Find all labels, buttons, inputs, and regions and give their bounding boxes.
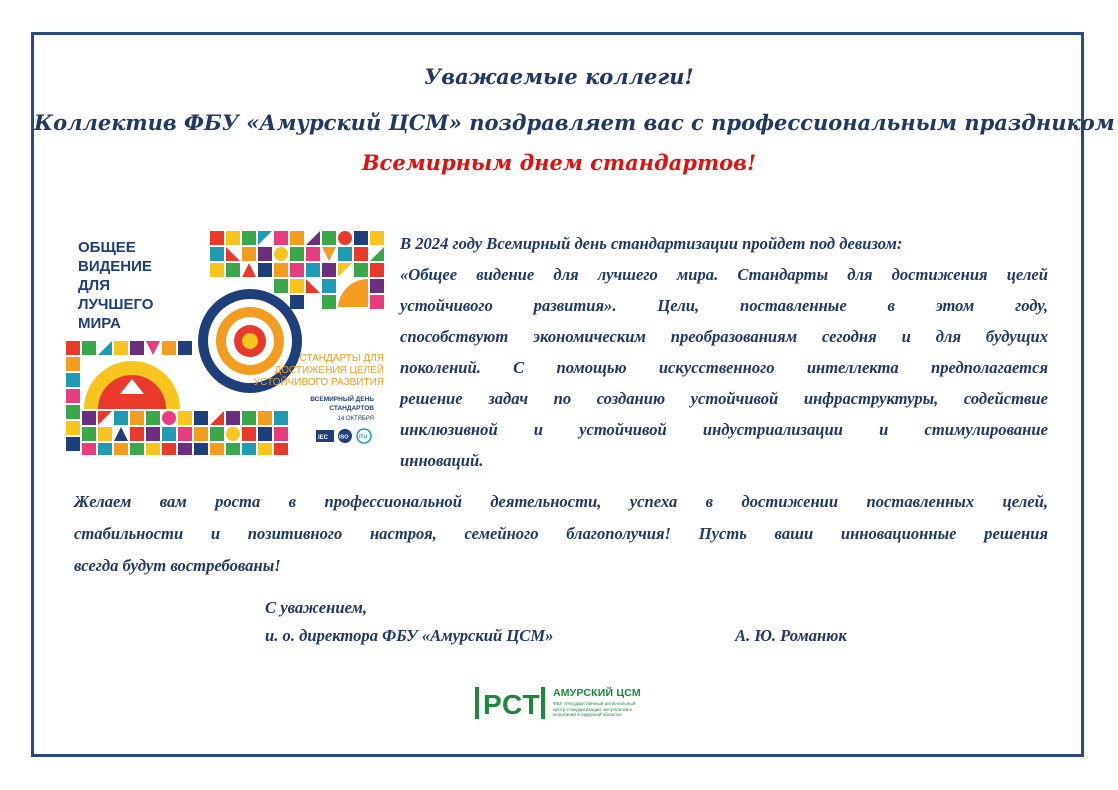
org-description: ФБУ «Государственный региональный центр стандартизации, метрологии и испытаний в Амурской области» [553,701,636,718]
body-line: устойчивого развития». Цели, поставленные в этом году, [400,296,1048,315]
body-line: «Общее видение для лучшего мира. Стандарты для достижения целей [400,265,1048,284]
greeting-holiday-name: Всемирным днем стандартов! [361,150,757,175]
world-standards-day-poster [64,229,388,456]
iec-logo: IEC [318,435,329,441]
rst-logo-text: РСТ [483,689,541,720]
signature-name: А. Ю. Романюк [735,626,847,645]
poster-title-line: МИРА [78,315,121,332]
org-name: АМУРСКИЙ ЦСМ [553,687,641,699]
poster-subtitle-line: СТАНДАРТЫ ДЛЯ [299,353,384,364]
signature-position: и. о. директора ФБУ «Амурский ЦСМ» [265,626,554,645]
signature-closing: С уважением, [265,598,368,617]
poster-event-line: СТАНДАРТОВ [329,405,374,412]
poster-title-line: ОБЩЕЕ [78,239,136,256]
wishes-paragraph [74,486,1048,582]
wishes-line: стабильности и позитивного настроя, семейного благополучия! Пусть ваши инновационные решения [74,524,1048,543]
body-line: инклюзивной и устойчивой индустриализации и стимулирование [400,420,1048,439]
poster-title-line: ДЛЯ [78,277,110,294]
poster-title-line: ВИДЕНИЕ [78,258,152,275]
poster-event-date: 14 ОКТЯБРЯ [337,416,374,422]
poster-event-line: ВСЕМИРНЫЙ ДЕНЬ [310,396,374,403]
wishes-line: всегда будут востребованы! [74,556,281,575]
iso-logo: ISO [339,434,349,441]
wishes-line: Желаем вам роста в профессиональной деятельности, успеха в достижении поставленных целей, [74,492,1048,511]
body-line: инноваций. [400,451,484,470]
poster-subtitle-line: ДОСТИЖЕНИЯ ЦЕЛЕЙ [274,365,384,376]
greeting-line-1: Уважаемые коллеги! [424,64,694,89]
itu-logo: ITU [359,434,368,441]
body-line: поколений. С помощью искусственного интеллекта предполагается [400,358,1048,377]
rst-logo-mark [473,685,547,721]
body-line: В 2024 году Всемирный день стандартизации пройдет под девизом: [400,234,903,253]
body-line: способствуют экономическим преобразованиям сегодня и для будущих [400,327,1048,346]
poster-subtitle-line: УСТОЙЧИВОГО РАЗВИТИЯ [253,377,384,388]
poster-title-line: ЛУЧШЕГО [78,296,154,313]
body-paragraph [400,228,1048,476]
greeting-line-2: Коллектив ФБУ «Амурский ЦСМ» поздравляет вас с профессиональным праздником [34,110,1115,135]
body-line: решение задач по созданию устойчивой инфраструктуры, содействие [400,389,1048,408]
